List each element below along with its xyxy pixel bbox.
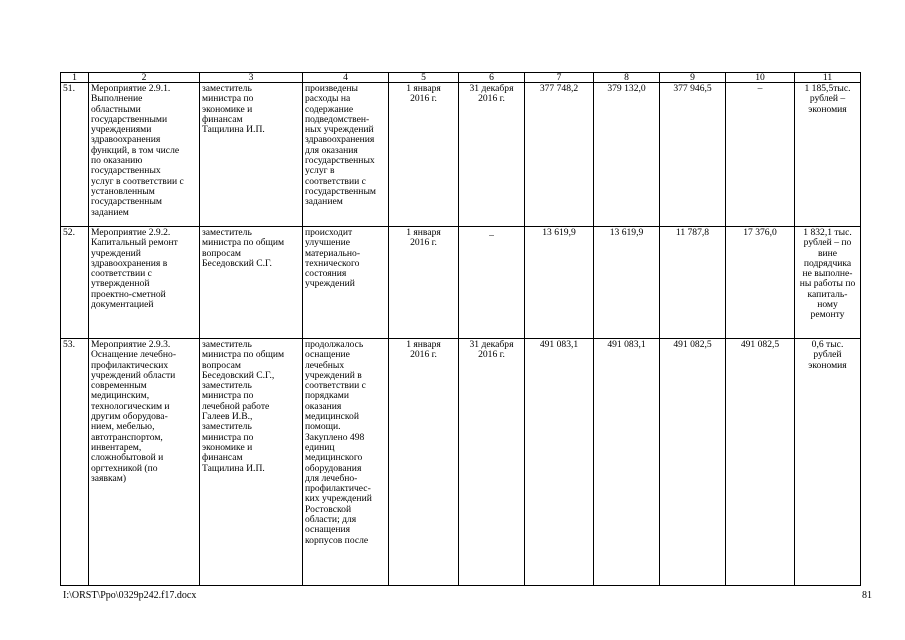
column-header: 10 — [726, 73, 795, 83]
value-col-10: 491 082,5 — [726, 339, 795, 586]
column-header: 6 — [459, 73, 525, 83]
start-date: 1 января 2016 г. — [389, 339, 459, 586]
value-col-7: 491 083,1 — [525, 339, 594, 586]
table-header-row — [61, 73, 861, 83]
result-description: продолжалось оснащение лечебных учреждений в соответствии с порядками оказания медицинской помощи. Закуплено 498 единиц медицинского оборудования для лечебно- профилактичес- ких учреждений Ростовской области; для оснащения корпусов после — [303, 339, 389, 586]
value-col-7: 13 619,9 — [525, 227, 594, 339]
column-header: 9 — [660, 73, 726, 83]
responsible-person: заместитель министра по экономике и финансам Тащилина И.П. — [200, 83, 303, 227]
row-number: 51. — [61, 83, 89, 227]
end-date: 31 декабря 2016 г. — [459, 83, 525, 227]
column-header: 7 — [525, 73, 594, 83]
responsible-person: заместитель министра по общим вопросам Беседовский С.Г., заместитель министра по лечебной работе Галеев И.В., заместитель министра по экономике и финансам Тащилина И.П. — [200, 339, 303, 586]
value-col-8: 491 083,1 — [594, 339, 660, 586]
result-description: произведены расходы на содержание подведомствен- ных учреждений здравоохранения для оказания государственных услуг в соответствии с государственным заданием — [303, 83, 389, 227]
column-header: 3 — [200, 73, 303, 83]
row-number: 53. — [61, 339, 89, 586]
note-col-11: 1 832,1 тыс. рублей – по вине подрядчика не выполне- ны работы по капиталь- ному ремонту — [795, 227, 861, 339]
value-col-8: 13 619,9 — [594, 227, 660, 339]
start-date: 1 января 2016 г. — [389, 227, 459, 339]
row-number: 52. — [61, 227, 89, 339]
value-col-9: 491 082,5 — [660, 339, 726, 586]
footer-file-path: I:\ORST\Ppo\0329p242.f17.docx — [63, 590, 197, 601]
end-date: _ — [459, 227, 525, 339]
column-header: 4 — [303, 73, 389, 83]
column-header: 1 — [61, 73, 89, 83]
column-header: 8 — [594, 73, 660, 83]
value-col-9: 377 946,5 — [660, 83, 726, 227]
event-description: Мероприятие 2.9.3. Оснащение лечебно- профилактических учреждений области современным медицинским, технологическим и другим оборудова- нием, мебелью, автотранспортом, инвентарем, сложнобытовой и оргтехникой (по заявкам) — [89, 339, 200, 586]
report-table — [60, 72, 861, 586]
value-col-7: 377 748,2 — [525, 83, 594, 227]
event-description: Мероприятие 2.9.1. Выполнение областными государственными учреждениями здравоохранения функций, в том числе по оказанию государственных услуг в соответствии с установленным государственным заданием — [89, 83, 200, 227]
column-header: 11 — [795, 73, 861, 83]
responsible-person: заместитель министра по общим вопросам Беседовский С.Г. — [200, 227, 303, 339]
column-header: 2 — [89, 73, 200, 83]
value-col-9: 11 787,8 — [660, 227, 726, 339]
event-description: Мероприятие 2.9.2. Капитальный ремонт учреждений здравоохранения в соответствии с утвержденной проектно-сметной документацией — [89, 227, 200, 339]
value-col-8: 379 132,0 — [594, 83, 660, 227]
page-number: 81 — [862, 590, 872, 601]
note-col-11: 0,6 тыс. рублей экономия — [795, 339, 861, 586]
result-description: происходит улучшение материально- технического состояния учреждений — [303, 227, 389, 339]
table-row — [61, 339, 861, 586]
start-date: 1 января 2016 г. — [389, 83, 459, 227]
value-col-10: 17 376,0 — [726, 227, 795, 339]
note-col-11: 1 185,5тыс. рублей – экономия — [795, 83, 861, 227]
table-row — [61, 227, 861, 339]
table-row — [61, 83, 861, 227]
value-col-10: – — [726, 83, 795, 227]
end-date: 31 декабря 2016 г. — [459, 339, 525, 586]
column-header: 5 — [389, 73, 459, 83]
